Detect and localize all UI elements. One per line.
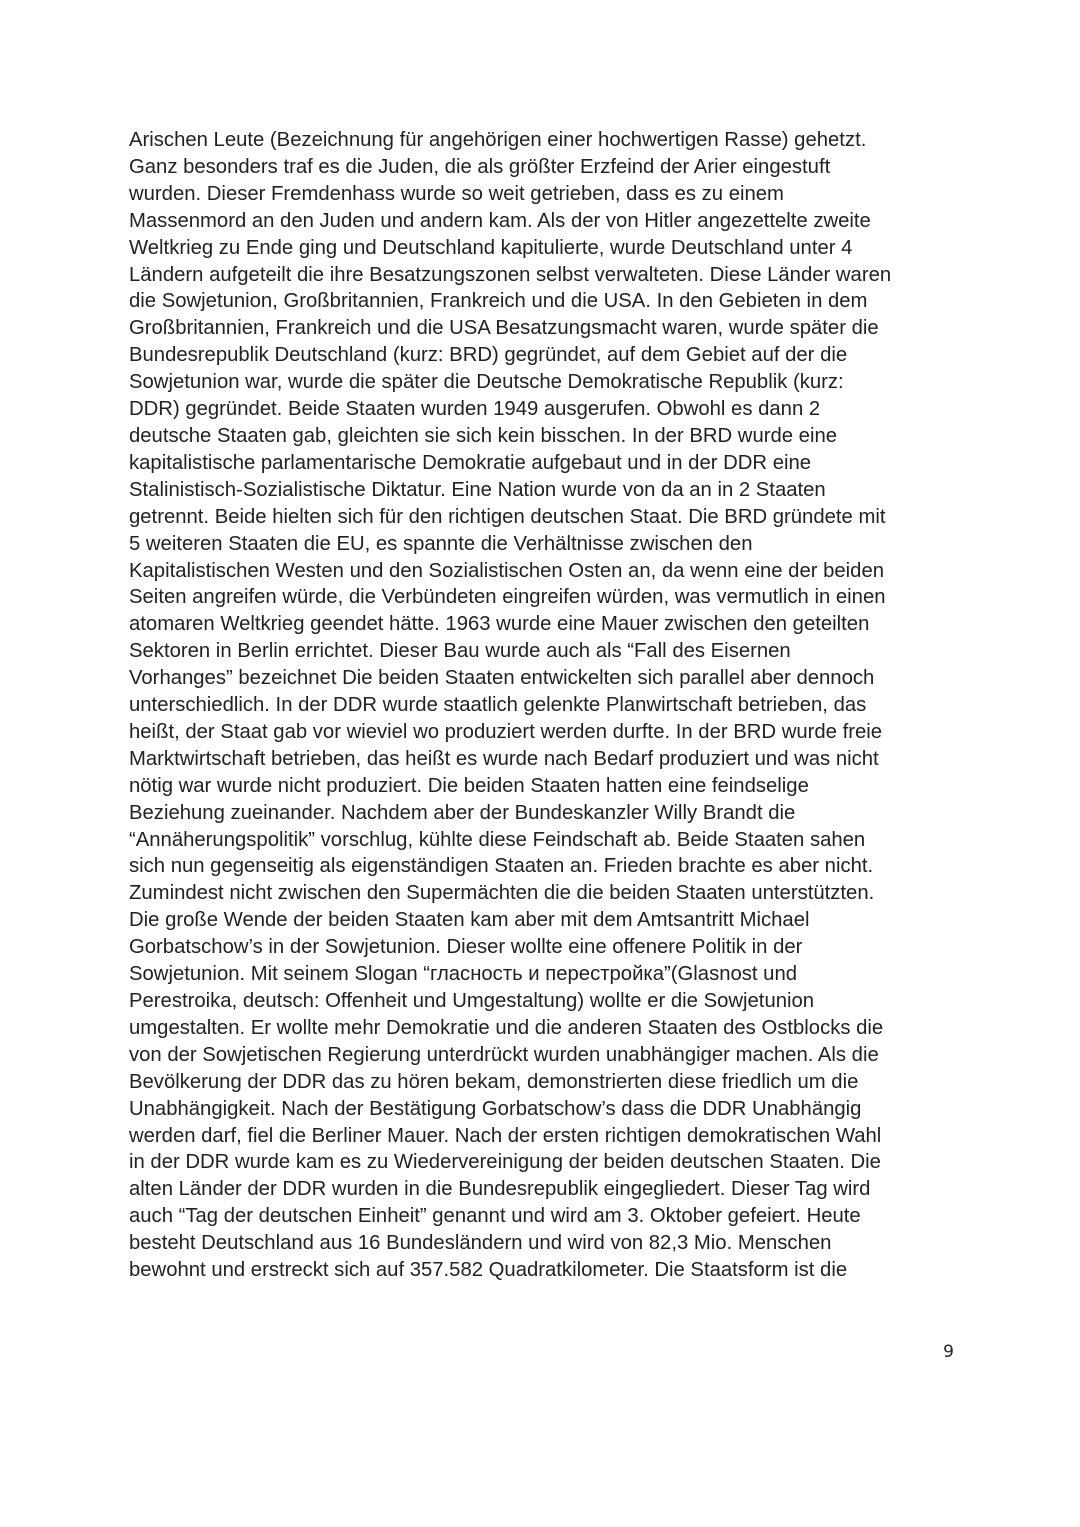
text-line: Perestroika, deutsch: Offenheit und Umgestaltung) wollte er die Sowjetunion bbox=[129, 990, 815, 1012]
text-line: auch “Tag der deutschen Einheit” genannt und wird am 3. Oktober gefeiert. Heute bbox=[129, 1205, 861, 1228]
text-line: Großbritannien, Frankreich und die USA Besatzungsmacht waren, wurde später die bbox=[129, 317, 879, 340]
text-line: deutsche Staaten gab, gleichten sie sich kein bisschen. In der BRD wurde eine bbox=[129, 424, 838, 447]
text-line: alten Länder der DDR wurden in die Bundesrepublik eingegliedert. Dieser Tag wird bbox=[129, 1178, 871, 1201]
text-line: Bundesrepublik Deutschland (kurz: BRD) gegründet, auf dem Gebiet auf der die bbox=[129, 344, 848, 367]
text-line: Bevölkerung der DDR das zu hören bekam, demonstrierten diese friedlich um die bbox=[129, 1070, 859, 1093]
text-line: in der DDR wurde kam es zu Wiedervereinigung der beiden deutschen Staaten. Die bbox=[129, 1151, 881, 1174]
text-line: 5 weiteren Staaten die EU, es spannte die Verhältnisse zwischen den bbox=[129, 532, 753, 555]
text-line: atomaren Weltkrieg geendet hätte. 1963 wurde eine Mauer zwischen den geteilten bbox=[129, 613, 870, 636]
page-number: 9 bbox=[943, 1342, 954, 1362]
text-line: Stalinistisch-Sozialistische Diktatur. Eine Nation wurde von da an in 2 Staaten bbox=[129, 478, 826, 501]
text-line: Marktwirtschaft betrieben, das heißt es wurde nach Bedarf produziert und was nicht bbox=[129, 747, 879, 770]
text-line: Ländern aufgeteilt die ihre Besatzungszonen selbst verwalteten. Diese Länder waren bbox=[129, 263, 892, 286]
text-line: Kapitalistischen Westen und den Sozialistischen Osten an, da wenn eine der beiden bbox=[129, 559, 885, 582]
text-line: Ganz besonders traf es die Juden, die als größter Erzfeind der Arier eingestuft bbox=[129, 155, 831, 178]
text-line: Beziehung zueinander. Nachdem aber der Bundeskanzler Willy Brandt die bbox=[129, 801, 796, 824]
text-line: DDR) gegründet. Beide Staaten wurden 1949 ausgerufen. Obwohl es dann 2 bbox=[129, 398, 821, 421]
text-line: “Annäherungspolitik” vorschlug, kühlte diese Feindschaft ab. Beide Staaten sahen bbox=[129, 828, 866, 851]
text-line: Massenmord an den Juden und andern kam. Als der von Hitler angezettelte zweite bbox=[129, 209, 871, 232]
text-line: kapitalistische parlamentarische Demokratie aufgebaut und in der DDR eine bbox=[129, 451, 812, 474]
text-line: umgestalten. Er wollte mehr Demokratie und die anderen Staaten des Ostblocks die bbox=[129, 1016, 884, 1039]
text-line: Sowjetunion. Mit seinem Slogan “гласность и перестройка”(Glasnost und bbox=[129, 963, 798, 986]
text-line: Gorbatschow’s in der Sowjetunion. Dieser wollte eine offenere Politik in der bbox=[129, 936, 803, 959]
text-line: die Sowjetunion, Großbritannien, Frankreich und die USA. In den Gebieten in dem bbox=[129, 290, 868, 313]
text-line: sich nun gegenseitig als eigenständigen Staaten an. Frieden brachte es aber nicht. bbox=[129, 855, 874, 878]
text-line: unterschiedlich. In der DDR wurde staatlich gelenkte Planwirtschaft betrieben, das bbox=[129, 694, 867, 717]
text-line: Weltkrieg zu Ende ging und Deutschland kapitulierte, wurde Deutschland unter 4 bbox=[129, 236, 853, 259]
body-paragraph bbox=[129, 127, 959, 1284]
text-line: Zumindest nicht zwischen den Supermächten die die beiden Staaten unterstützten. bbox=[129, 882, 875, 905]
text-line: wurden. Dieser Fremdenhass wurde so weit getrieben, dass es zu einem bbox=[129, 182, 784, 205]
text-line: getrennt. Beide hielten sich für den richtigen deutschen Staat. Die BRD gründete mit bbox=[129, 505, 886, 528]
text-line: Arischen Leute (Bezeichnung für angehörigen einer hochwertigen Rasse) gehetzt. bbox=[129, 129, 867, 151]
text-line: Sektoren in Berlin errichtet. Dieser Bau wurde auch als “Fall des Eisernen bbox=[129, 640, 791, 663]
text-line: werden darf, fiel die Berliner Mauer. Nach der ersten richtigen demokratischen Wahl bbox=[129, 1124, 882, 1147]
text-line: Unabhängigkeit. Nach der Bestätigung Gorbatschow’s dass die DDR Unabhängig bbox=[129, 1097, 862, 1120]
text-line: Vorhanges” bezeichnet Die beiden Staaten entwickelten sich parallel aber dennoch bbox=[129, 667, 875, 690]
text-line: nötig war wurde nicht produziert. Die beiden Staaten hatten eine feindselige bbox=[129, 774, 809, 797]
text-line: besteht Deutschland aus 16 Bundesländern und wird von 82,3 Mio. Menschen bbox=[129, 1232, 832, 1255]
text-line: heißt, der Staat gab vor wieviel wo produziert werden durfte. In der BRD wurde freie bbox=[129, 720, 883, 743]
text-line: Sowjetunion war, wurde die später die Deutsche Demokratische Republik (kurz: bbox=[129, 371, 844, 394]
text-line: von der Sowjetischen Regierung unterdrückt wurden unabhängiger machen. Als die bbox=[129, 1043, 879, 1066]
text-line: bewohnt und erstreckt sich auf 357.582 Quadratkilometer. Die Staatsform ist die bbox=[129, 1259, 848, 1282]
text-line: Seiten angreifen würde, die Verbündeten eingreifen würden, was vermutlich in einen bbox=[129, 586, 886, 609]
text-line: Die große Wende der beiden Staaten kam aber mit dem Amtsantritt Michael bbox=[129, 909, 810, 932]
